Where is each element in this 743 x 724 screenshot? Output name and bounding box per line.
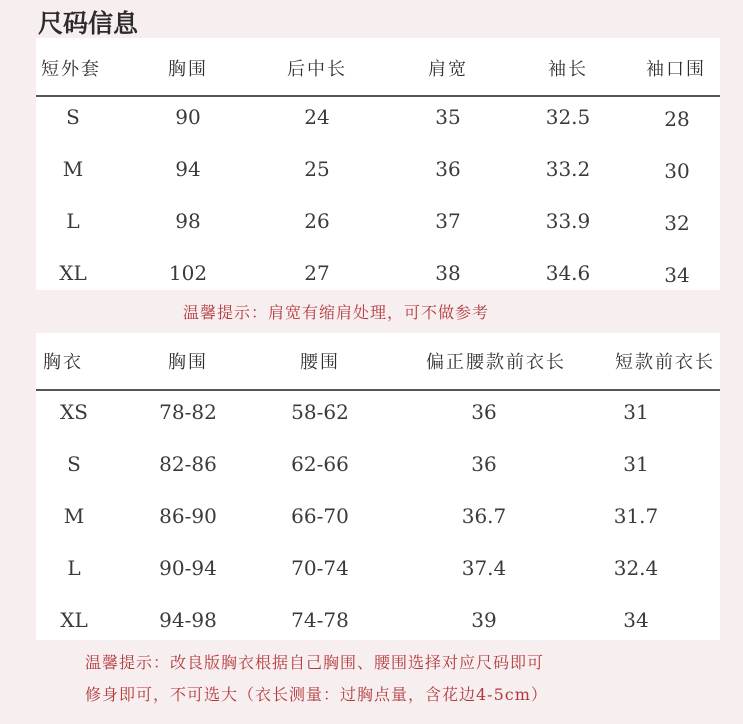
- header-divider: [36, 95, 720, 97]
- table-cell: 31: [623, 452, 649, 476]
- table-cell: 37.4: [461, 556, 507, 580]
- col-header-front-length-waist: 偏正腰款前衣长: [426, 352, 566, 373]
- table-cell: 58-62: [291, 400, 349, 424]
- table-cell: 34.6: [545, 261, 591, 285]
- jacket-size-table: [36, 38, 720, 290]
- table-cell: 90-94: [159, 556, 217, 580]
- table-cell: 32.4: [613, 556, 659, 580]
- table-cell: L: [66, 209, 80, 233]
- table-cell: 25: [304, 157, 330, 181]
- table-cell: 94: [175, 157, 201, 181]
- table-cell: S: [67, 452, 81, 476]
- table-cell: 38: [435, 261, 461, 285]
- table-cell: 66-70: [291, 504, 349, 528]
- table-cell: 70-74: [291, 556, 349, 580]
- col-header-type: 短外套: [41, 59, 101, 80]
- table-cell: 36.7: [461, 504, 507, 528]
- col-header-bust: 胸围: [168, 352, 208, 373]
- table-cell: M: [62, 157, 84, 181]
- table-cell: 26: [304, 209, 330, 233]
- bra-tip-line-1: 温馨提示：改良版胸衣根据自己胸围、腰围选择对应尺码即可: [85, 653, 545, 672]
- table-cell: 36: [435, 157, 461, 181]
- table-cell: 39: [471, 608, 497, 632]
- table-cell: XL: [59, 261, 87, 285]
- table-cell: 34: [623, 608, 649, 632]
- table-cell: 74-78: [291, 608, 349, 632]
- table-cell: 35: [435, 105, 461, 129]
- col-header-bust: 胸围: [168, 59, 208, 80]
- col-header-waist: 腰围: [300, 352, 340, 373]
- bra-tip-line-2: 修身即可，不可选大（衣长测量：过胸点量，含花边4-5cm）: [85, 685, 548, 704]
- bra-size-table: [36, 333, 720, 640]
- table-cell: 24: [304, 105, 330, 129]
- table-cell: 86-90: [159, 504, 217, 528]
- col-header-cuff: 袖口围: [646, 59, 706, 80]
- table-cell: 31: [623, 400, 649, 424]
- page-title: 尺码信息: [38, 9, 139, 38]
- table-cell: 33.9: [545, 209, 591, 233]
- table-cell: 32.5: [545, 105, 591, 129]
- header-divider: [36, 389, 720, 391]
- table-cell: 30: [664, 159, 690, 183]
- table-cell: 34: [664, 263, 690, 287]
- table-cell: 27: [304, 261, 330, 285]
- col-header-front-length-short: 短款前衣长: [615, 352, 715, 373]
- table-cell: XS: [60, 400, 88, 424]
- col-header-type: 胸衣: [43, 352, 83, 373]
- table-cell: 90: [175, 105, 201, 129]
- table-cell: 78-82: [159, 400, 217, 424]
- table-cell: 36: [471, 452, 497, 476]
- table-cell: 28: [664, 107, 690, 131]
- jacket-tip: 温馨提示：肩宽有缩肩处理，可不做参考: [183, 303, 490, 322]
- table-cell: 62-66: [291, 452, 349, 476]
- col-header-sleeve-length: 袖长: [548, 59, 588, 80]
- col-header-shoulder: 肩宽: [428, 59, 468, 80]
- col-header-back-length: 后中长: [287, 59, 347, 80]
- table-cell: 36: [471, 400, 497, 424]
- table-cell: XL: [60, 608, 88, 632]
- table-cell: L: [67, 556, 81, 580]
- table-cell: 37: [435, 209, 461, 233]
- table-cell: 82-86: [159, 452, 217, 476]
- table-cell: 98: [175, 209, 201, 233]
- table-cell: 94-98: [159, 608, 217, 632]
- table-cell: 31.7: [613, 504, 659, 528]
- table-cell: 32: [664, 211, 690, 235]
- table-cell: M: [63, 504, 85, 528]
- table-cell: S: [66, 105, 80, 129]
- table-cell: 33.2: [545, 157, 591, 181]
- table-cell: 102: [168, 261, 208, 285]
